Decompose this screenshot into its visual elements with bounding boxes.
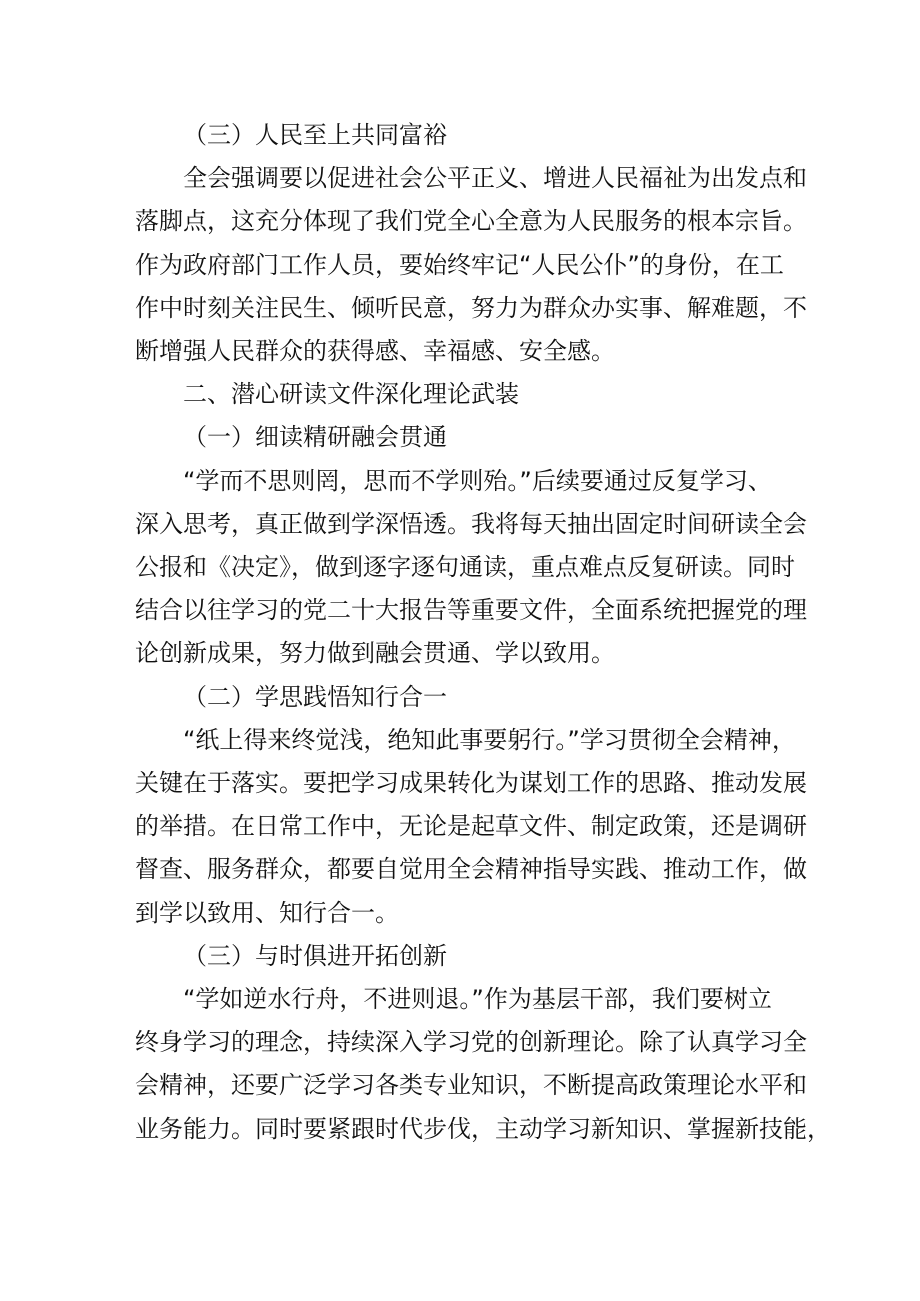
paragraph-line: 关键在于落实。要把学习成果转化为谋划工作的思路、推动发展 [135,769,807,797]
paragraph-line: 论创新成果，努力做到融会贯通、学以致用。 [135,639,615,667]
paragraph-line: 深入思考，真正做到学深悟透。我将每天抽出固定时间研读全会 [135,510,807,538]
paragraph-line: 作中时刻关注民生、倾听民意，努力为群众办实事、解难题，不 [135,294,807,322]
chapter-heading-2: 二、潜心研读文件深化理论武装 [183,380,519,408]
paragraph-line: 终身学习的理念，持续深入学习党的创新理论。除了认真学习全 [135,1028,807,1056]
paragraph-line: 结合以往学习的党二十大报告等重要文件，全面系统把握党的理 [135,596,807,624]
section-heading-3-people-first: （三）人民至上共同富裕 [183,121,447,149]
paragraph-line: 督查、服务群众，都要自觉用全会精神指导实践、推动工作，做 [135,855,807,883]
paragraph-line: 的举措。在日常工作中，无论是起草文件、制定政策，还是调研 [135,812,807,840]
paragraph-line: “学如逆水行舟，不进则退。”作为基层干部，我们要树立 [183,985,772,1013]
paragraph-line: 公报和《决定》，做到逐字逐句通读，重点难点反复研读。同时 [135,553,795,581]
paragraph-line: 会精神，还要广泛学习各类专业知识，不断提高政策理论水平和 [135,1071,807,1099]
paragraph-line: 落脚点，这充分体现了我们党全心全意为人民服务的根本宗旨。 [135,207,807,235]
section-heading-3-innovation: （三）与时俱进开拓创新 [183,942,447,970]
paragraph-line: 到学以致用、知行合一。 [135,899,399,927]
paragraph-line: “纸上得来终觉浅，绝知此事要躬行。”学习贯彻全会精神， [183,726,796,754]
section-heading-2-practice: （二）学思践悟知行合一 [183,683,447,711]
paragraph-line: “学而不思则罔，思而不学则殆。”后续要通过反复学习、 [183,467,772,495]
paragraph-line: 业务能力。同时要紧跟时代步伐，主动学习新知识、掌握新技能， [135,1115,831,1143]
section-heading-1-study: （一）细读精研融会贯通 [183,423,447,451]
paragraph-line: 作为政府部门工作人员，要始终牢记“人民公仆”的身份，在工 [135,251,784,279]
paragraph-line: 全会强调要以促进社会公平正义、增进人民福祉为出发点和 [183,164,807,192]
paragraph-line: 断增强人民群众的获得感、幸福感、安全感。 [135,337,615,365]
